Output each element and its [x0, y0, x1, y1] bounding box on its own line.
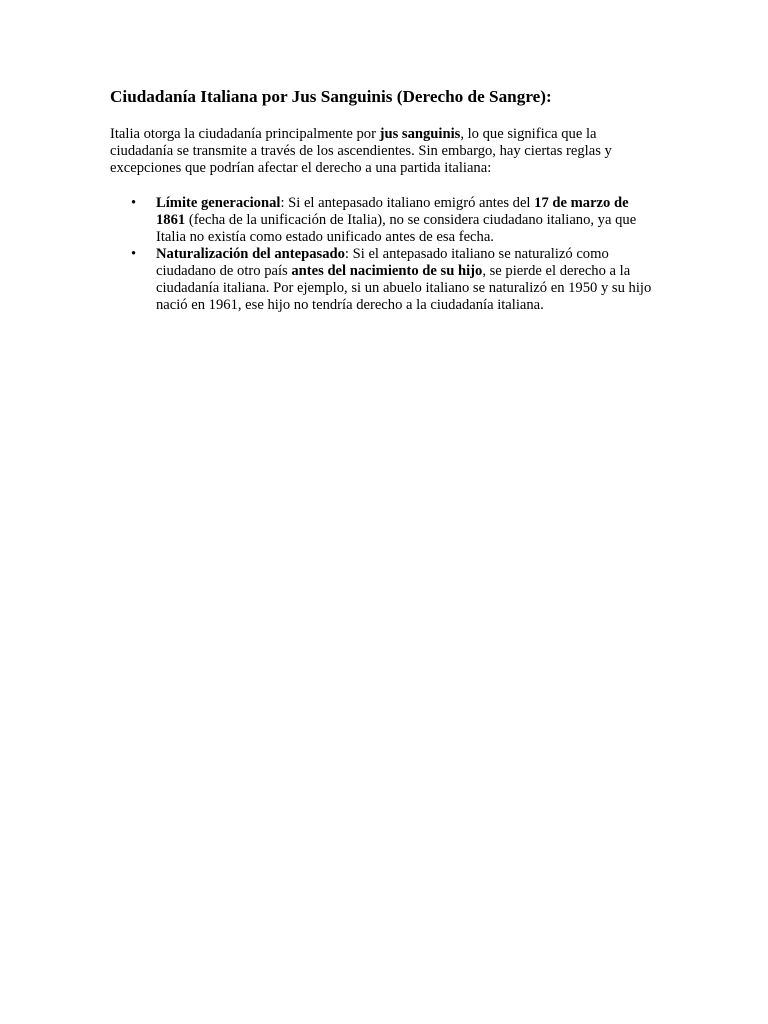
intro-text-start: Italia otorga la ciudadanía principalmente por: [110, 126, 380, 142]
bullet-text: : Si el antepasado italiano emigró antes del: [280, 195, 535, 211]
bullet-icon: •: [131, 246, 137, 262]
bullet-text: (fecha de la unificación de Italia), no se considera ciudadano italiano, ya que Italia no existía como estado unificado antes de esa fecha.: [156, 212, 637, 245]
bullet-bold-date: 17 de marzo de 1861: [156, 195, 629, 228]
list-item-ancestor-naturalization: [110, 246, 660, 314]
intro-paragraph: [110, 126, 650, 177]
bullet-text: : Si el antepasado italiano se naturalizó como ciudadano de otro país: [156, 246, 609, 279]
bullet-text: , se pierde el derecho a la ciudadanía italiana. Por ejemplo, si un abuelo italiano se naturalizó en 1950 y su hijo nació en 1961, ese hijo no tendría derecho a la ciudadanía italiana.: [156, 263, 652, 313]
document-title: Ciudadanía Italiana por Jus Sanguinis (Derecho de Sangre):: [110, 87, 552, 106]
bullet-term: Naturalización del antepasado: [156, 246, 345, 262]
bullet-icon: •: [131, 195, 137, 211]
list-item-generational-limit: [110, 195, 660, 246]
bullet-bold-phrase: antes del nacimiento de su hijo: [291, 263, 483, 279]
intro-text-end: , lo que significa que la ciudadanía se transmite a través de los ascendientes. Sin embargo, hay ciertas reglas y excepciones que podrían afectar el derecho a una partida italiana:: [110, 126, 612, 176]
bullet-term: Límite generacional: [156, 195, 281, 211]
bullet-list: [110, 195, 660, 314]
intro-bold-term: jus sanguinis: [379, 126, 461, 142]
